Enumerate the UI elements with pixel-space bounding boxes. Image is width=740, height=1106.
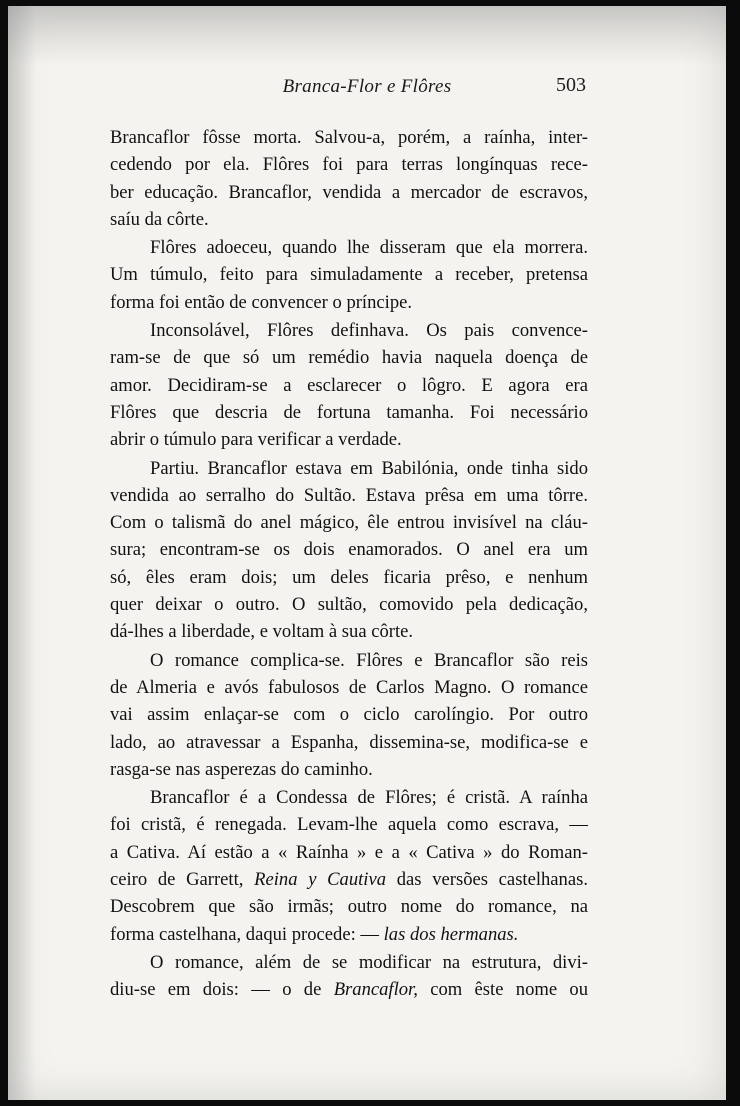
text-line: de Almeria e avós fabulosos de Carlos Magno. O romance [110,676,588,698]
paragraph-3 [110,317,588,453]
paragraph-4 [110,455,588,646]
italic-title: Brancaflor, [333,979,418,1001]
text-line: O romance complica-se. Flôres e Brancaflor são reis [150,649,588,671]
text-line: ber educação. Brancaflor, vendida a mercador de escravos, [110,181,588,203]
text-run: forma castelhana, daqui procede: — [110,923,384,945]
text-line: Partiu. Brancaflor estava em Babilónia, onde tinha sido [150,457,588,479]
text-line: Inconsolável, Flôres definhava. Os pais convence- [150,320,588,342]
text-line: lado, ao atravessar a Espanha, dissemina-se, modifica-se e [110,731,588,753]
text-line: sura; encontram-se os dois enamorados. O anel era um [110,539,588,561]
text-line: ram-se de que só um remédio havia naquela doença de [110,347,588,369]
text-line: vendida ao serralho do Sultão. Estava prêsa em uma tôrre. [110,484,588,506]
paragraph-5 [110,647,588,783]
text-run: com êste nome ou [417,979,588,1001]
text-line: a Cativa. Aí estão a « Raínha » e a « Cativa » do Roman- [110,841,588,863]
paragraph-6 [110,784,588,948]
text-line: Descobrem que são irmãs; outro nome do romance, na [110,896,588,918]
text-line: Brancaflor fôsse morta. Salvou-a, porém, a raínha, inter- [110,127,588,148]
paragraph-1 [110,124,588,233]
text-line: dá-lhes a liberdade, e voltam à sua côrte. [110,621,414,643]
italic-title: las dos hermanas. [383,923,519,945]
book-page [8,6,726,1100]
paragraph-2 [110,234,588,316]
text-line: foi cristã, é renegada. Levam-lhe aquela como escrava, — [110,814,588,836]
text-line: só, êles eram dois; um deles ficaria prêso, e nenhum [110,566,588,588]
text-line: abrir o túmulo para verificar a verdade. [110,429,402,451]
text-line: saíu da côrte. [110,208,209,230]
text-line: amor. Decidiram-se a esclarecer o lôgro. E agora era [110,374,588,396]
paragraph-7 [110,949,588,1004]
scan-shadow-top [8,6,726,66]
text-run: das versões castelhanas. [386,869,588,891]
scan-shadow-left [8,6,36,1100]
text-line: vai assim enlaçar-se com o ciclo carolíngio. Por outro [110,704,588,726]
text-line: cedendo por ela. Flôres foi para terras longínquas rece- [110,154,588,176]
text-line: O romance, além de se modificar na estrutura, divi- [150,951,588,973]
running-title: Branca-Flor e Flôres [282,76,452,97]
text-line: Flôres adoeceu, quando lhe disseram que ela morrera. [150,237,588,259]
text-line: Um túmulo, feito para simuladamente a receber, pretensa [110,264,588,286]
page-number: 503 [556,74,586,96]
text-line: rasga-se nas asperezas do caminho. [110,758,373,780]
text-line [110,866,588,893]
body-text [110,124,588,1005]
text-run: diu-se em dois: — o de [110,979,334,1001]
text-run: ceiro de Garrett, [110,869,255,891]
text-line: forma foi então de convencer o príncipe. [110,291,413,313]
text-line [110,976,588,1003]
text-line: quer deixar o outro. O sultão, comovido pela dedicação, [110,594,588,616]
italic-title: Reina y Cautiva [254,869,387,891]
text-line: Flôres que descria de fortuna tamanha. Foi necessário [110,401,588,423]
text-line [110,921,588,948]
text-line: Brancaflor é a Condessa de Flôres; é cristã. A raínha [150,787,588,809]
text-line: Com o talismã do anel mágico, êle entrou invisível na cláu- [110,512,588,534]
